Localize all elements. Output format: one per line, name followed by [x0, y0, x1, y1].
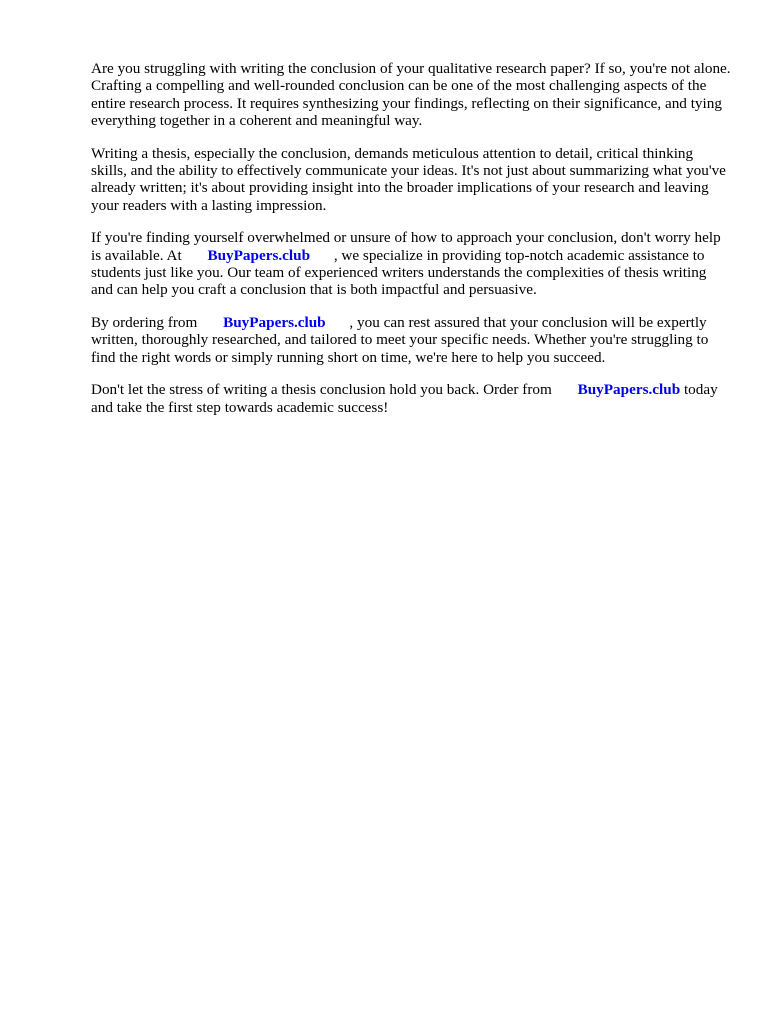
paragraph-call-to-action	[91, 381, 731, 416]
paragraph-help-before-text: If you're finding yourself overwhelmed or unsure of how to approach your conclusion, don't worry help is available. At	[91, 229, 721, 264]
paragraph-ordering	[91, 314, 731, 366]
paragraph-help-available	[91, 229, 731, 299]
paragraph-intro	[91, 60, 731, 130]
paragraph-cta-before-text: Don't let the stress of writing a thesis conclusion hold you back. Order from	[91, 381, 552, 399]
document-body	[91, 60, 731, 431]
buypapers-link-1[interactable]: BuyPapers.club	[207, 246, 311, 264]
paragraph-ordering-after-text: , you can rest assured that your conclusion will be expertly written, thoroughly researched, and tailored to meet your specific needs. Whether you're struggling to find the right words or simply running short on time, we're here to help you succeed.	[91, 313, 709, 366]
paragraph-intro-text: Are you struggling with writing the conclusion of your qualitative research paper? If so, you're not alone. Crafting a compelling and well-rounded conclusion can be one of the most challenging aspects of the entire research process. It requires synthesizing your findings, reflecting on their significance, and tying everything together in a coherent and meaningful way.	[91, 60, 731, 130]
paragraph-help-after-text: , we specialize in providing top-notch academic assistance to students just like you. Our team of experienced writers understands the complexities of thesis writing and can help you craft a conclusion that is both impactful and persuasive.	[91, 246, 707, 299]
paragraph-ordering-before-text: By ordering from	[91, 313, 198, 331]
paragraph-thesis-demands-text: Writing a thesis, especially the conclusion, demands meticulous attention to detail, critical thinking skills, and the ability to effectively communicate your ideas. It's not just about summarizing what you've already written; it's about providing insight into the broader implications of your research and leaving your readers with a lasting impression.	[91, 144, 726, 214]
buypapers-link-3[interactable]: BuyPapers.club	[577, 381, 681, 399]
paragraph-cta-after-text: today and take the first step towards academic success!	[91, 381, 718, 416]
paragraph-thesis-demands	[91, 145, 731, 215]
buypapers-link-2[interactable]: BuyPapers.club	[223, 313, 326, 331]
